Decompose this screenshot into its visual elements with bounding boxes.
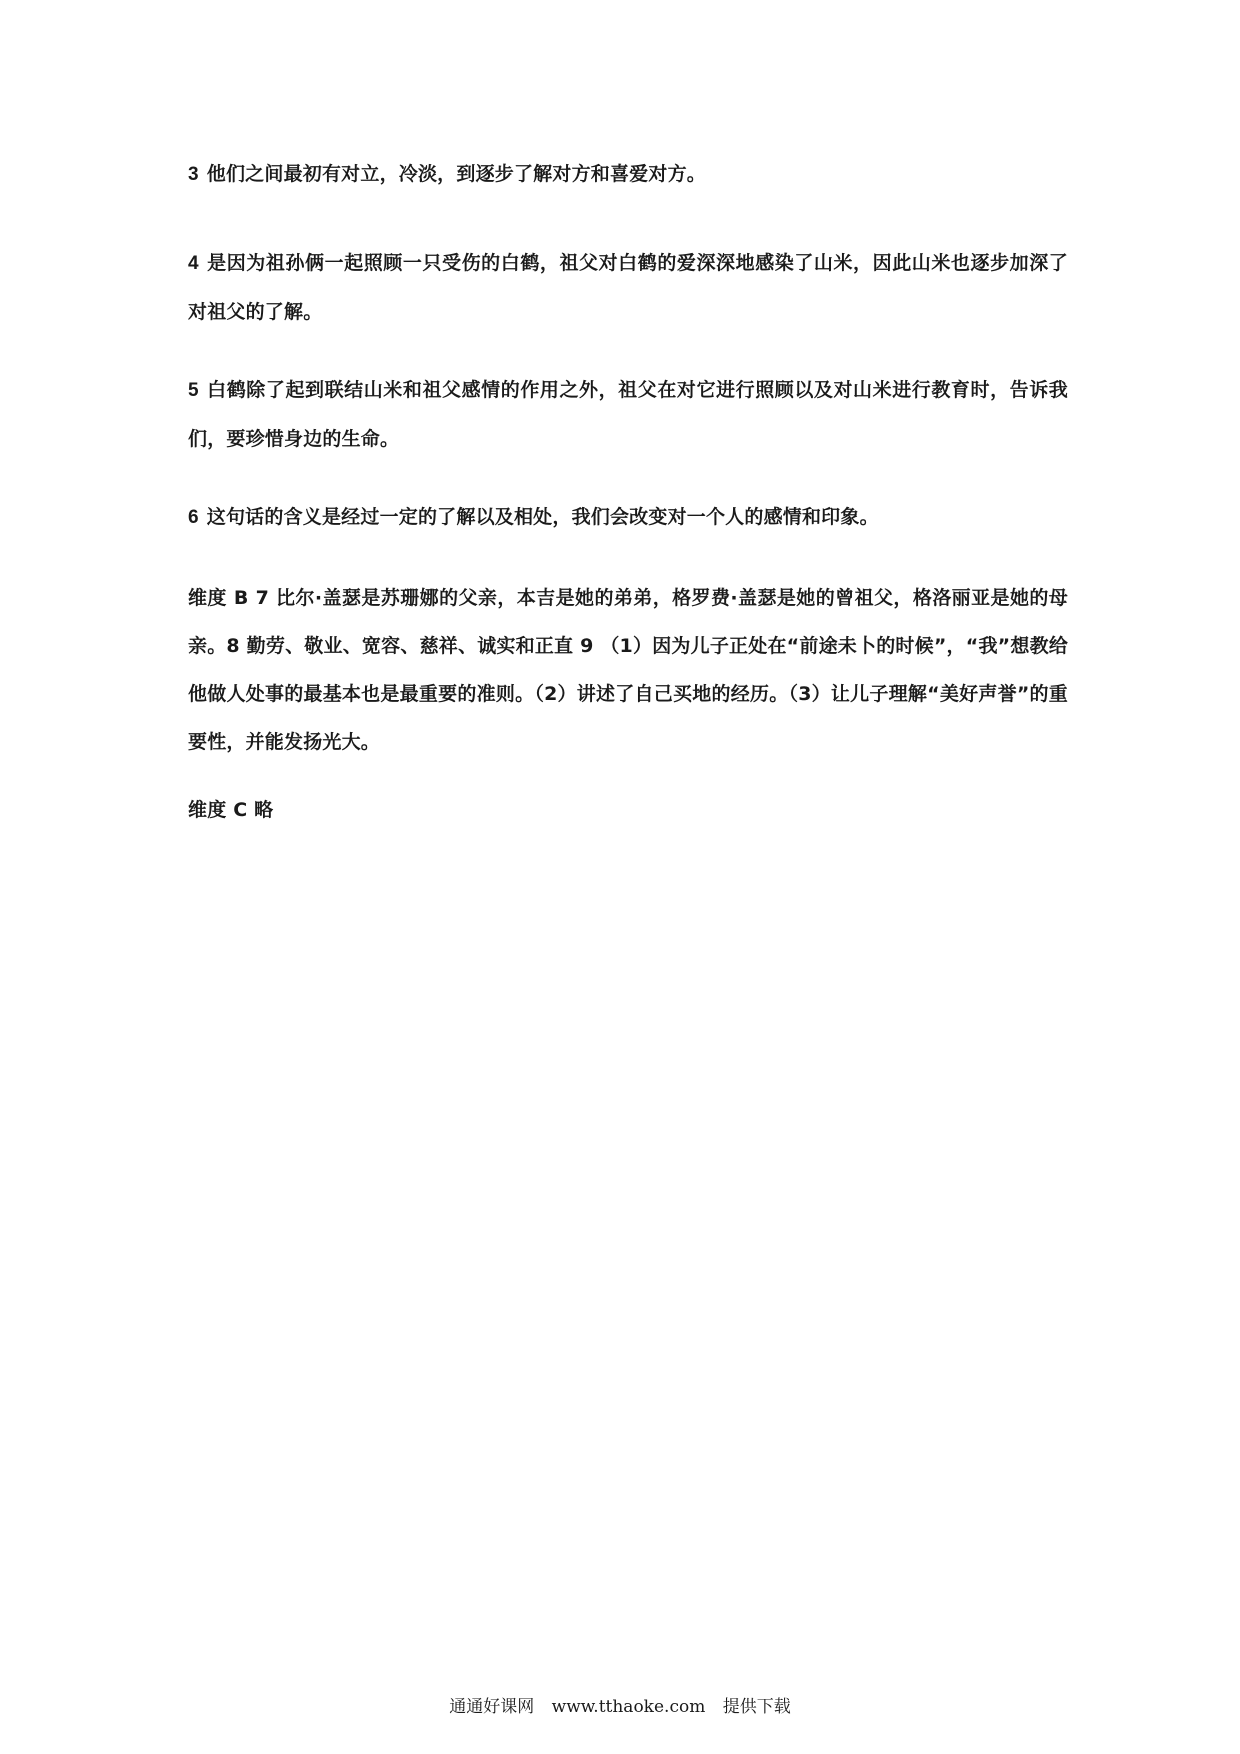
answer-3	[188, 150, 1068, 199]
dimension-b-text: 维度 B 7 比尔·盖瑟是苏珊娜的父亲，本吉是她的弟弟，格罗费·盖瑟是她的曾祖父，格洛丽亚是她的母亲。8 勤劳、敬业、宽容、慈祥、诚实和正直 9 （1）因为儿子正处在“前途未卜的时候”，“我”想教给他做人处事的最基本也是最重要的准则。（2）讲述了自己买地的经历。（3）让儿子理解“美好声誉”的重要性，并能发扬光大。	[188, 587, 1068, 753]
dimension-b-answers	[188, 574, 1068, 766]
answer-6	[188, 493, 1068, 542]
footer-site-name: 通通好课网	[449, 1697, 535, 1717]
answer-3-number: 3	[188, 164, 199, 185]
answer-5	[188, 366, 1068, 463]
footer-suffix: 提供下载	[722, 1697, 791, 1717]
answer-6-text: 这句话的含义是经过一定的了解以及相处，我们会改变对一个人的感情和印象。	[206, 506, 879, 528]
dimension-c-answers	[188, 786, 1068, 834]
answer-3-text: 他们之间最初有对立，冷淡，到逐步了解对方和喜爱对方。	[206, 163, 706, 185]
footer-url: www.tthaoke.com	[551, 1697, 706, 1717]
answer-content	[188, 150, 1068, 862]
answer-4	[188, 239, 1068, 336]
answer-6-number: 6	[188, 507, 199, 528]
dimension-c-text: 维度 C 略	[188, 799, 274, 821]
answer-5-number: 5	[188, 380, 199, 401]
answer-4-number: 4	[188, 253, 199, 274]
answer-4-text: 是因为祖孙俩一起照顾一只受伤的白鹤，祖父对白鹤的爱深深地感染了山米，因此山米也逐步加深了对祖父的了解。	[188, 252, 1068, 323]
answer-5-text: 白鹤除了起到联结山米和祖父感情的作用之外，祖父在对它进行照顾以及对山米进行教育时，告诉我们，要珍惜身边的生命。	[188, 379, 1068, 450]
page-footer	[0, 1692, 1240, 1717]
